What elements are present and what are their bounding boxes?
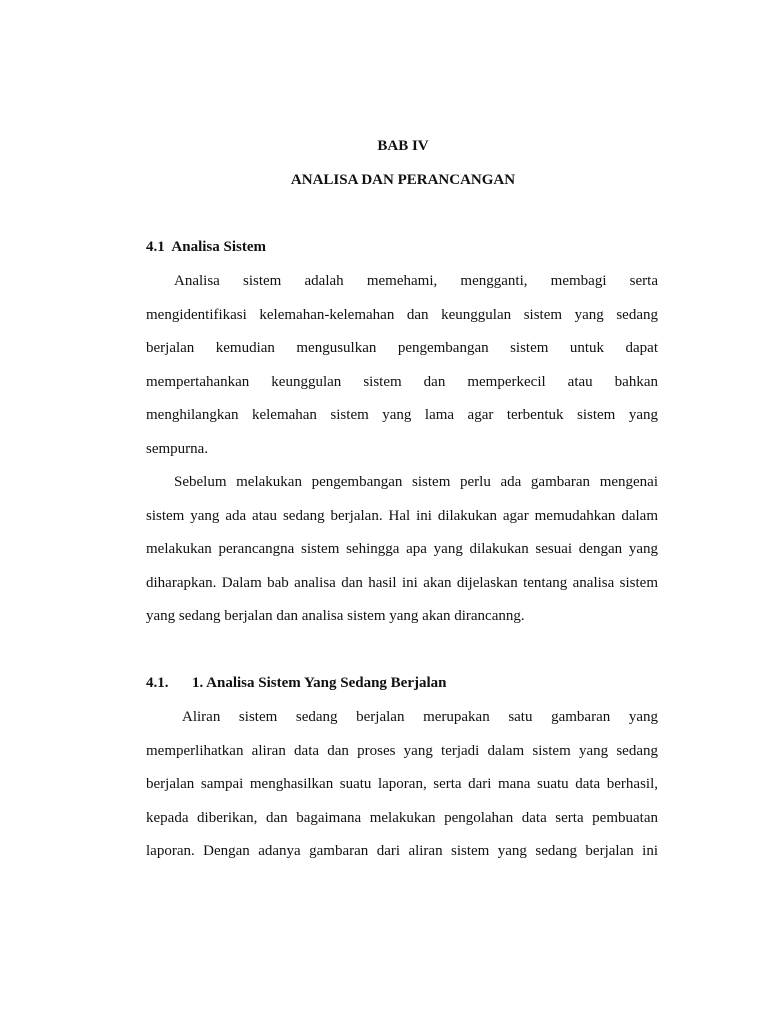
paragraph-pengembangan-sistem [146, 473, 658, 641]
section-heading-number: 4.1. [146, 675, 169, 691]
paragraph-line: Analisa sistem adalah memehami, mengganti, membagi serta [174, 273, 658, 289]
paragraph-line: sistem yang ada atau sedang berjalan. Hal ini dilakukan agar memudahkan dalam [146, 507, 658, 524]
paragraph-line: menghilangkan kelemahan sistem yang lama agar terbentuk sistem yang [146, 407, 658, 424]
paragraph-line: diharapkan. Dalam bab analisa dan hasil ini akan dijelaskan tentang analisa sistem [146, 574, 658, 591]
chapter-title: ANALISA DAN PERANCANGAN [290, 172, 516, 188]
paragraph-line: mengidentifikasi kelemahan-kelemahan dan keunggulan sistem yang sedang [146, 306, 658, 323]
paragraph-aliran-sistem [146, 708, 658, 876]
section-heading-analisa-sistem: 4.1 Analisa Sistem [146, 239, 267, 255]
section-heading-text: 1. Analisa Sistem Yang Sedang Berjalan [192, 675, 447, 691]
paragraph-line: berjalan kemudian mengusulkan pengembangan sistem untuk dapat [146, 340, 658, 357]
paragraph-line: kepada diberikan, dan bagaimana melakukan pengolahan data serta pembuatan [146, 809, 658, 826]
paragraph-line: yang sedang berjalan dan analisa sistem yang akan dirancanng. [146, 608, 525, 625]
paragraph-line: Sebelum melakukan pengembangan sistem perlu ada gambaran mengenai [174, 474, 658, 490]
section-heading-sistem-berjalan [146, 674, 446, 692]
paragraph-line: berjalan sampai menghasilkan suatu laporan, serta dari mana suatu data berhasil, [146, 776, 658, 793]
paragraph-line: Aliran sistem sedang berjalan merupakan satu gambaran yang [182, 709, 658, 725]
paragraph-line: memperlihatkan aliran data dan proses yang terjadi dalam sistem yang sedang [146, 742, 658, 759]
chapter-number: BAB IV [377, 138, 429, 154]
paragraph-line: mempertahankan keunggulan sistem dan memperkecil atau bahkan [146, 373, 658, 390]
paragraph-line: laporan. Dengan adanya gambaran dari aliran sistem yang sedang berjalan ini [146, 843, 658, 860]
paragraph-analisa-sistem [146, 272, 658, 474]
paragraph-line: melakukan perancangna sistem sehingga apa yang dilakukan sesuai dengan yang [146, 541, 658, 558]
paragraph-line: sempurna. [146, 440, 209, 457]
